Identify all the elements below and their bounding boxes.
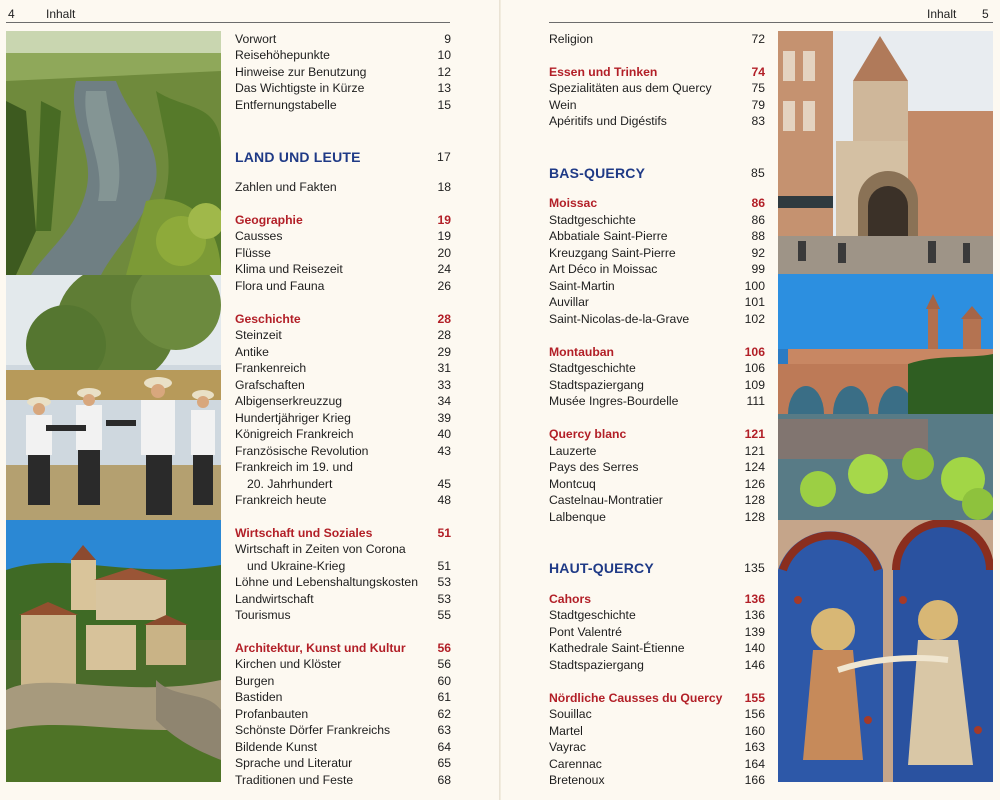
toc-entry-title: Cahors xyxy=(549,592,591,606)
toc-page-number: 102 xyxy=(744,312,765,326)
toc-entry-montcuq xyxy=(549,476,765,492)
toc-entry-profanbauten xyxy=(235,706,451,722)
toc-entry-frankreich-heute xyxy=(235,492,451,508)
toc-page-number: 40 xyxy=(437,427,451,441)
toc-entry-castelnau-montratier xyxy=(549,492,765,508)
toc-entry-title: Wirtschaft in Zeiten von Corona xyxy=(235,542,406,556)
toc-entry-title: Profanbauten xyxy=(235,707,309,721)
toc-entry-title: Frankreich heute xyxy=(235,493,327,507)
toc-page-number: 166 xyxy=(744,773,765,787)
toc-page-number: 155 xyxy=(744,691,765,705)
toc-entry-causses xyxy=(235,228,451,244)
toc-page-number: 53 xyxy=(437,592,451,606)
toc-entry-lalbenque xyxy=(549,509,765,525)
toc-page-number: 24 xyxy=(437,262,451,276)
toc-page-number: 34 xyxy=(437,394,451,408)
toc-entry-stadtgeschichte xyxy=(549,607,765,623)
toc-page-number: 124 xyxy=(744,460,765,474)
toc-entry-hundertjahriger-krieg xyxy=(235,410,451,426)
toc-entry-title: Nördliche Causses du Quercy xyxy=(549,691,723,705)
toc-entry-title: Schönste Dörfer Frankreichs xyxy=(235,723,391,737)
toc-entry-title: Vayrac xyxy=(549,740,587,754)
toc-page-number: 75 xyxy=(751,81,765,95)
toc-entry-title: Burgen xyxy=(235,674,275,688)
toc-entry-title: Pont Valentré xyxy=(549,625,622,639)
toc-page-number: 26 xyxy=(437,279,451,293)
toc-page-number: 31 xyxy=(437,361,451,375)
toc-entry-title: Bastiden xyxy=(235,690,283,704)
toc-entry-title: Antike xyxy=(235,345,269,359)
toc-page-number: 139 xyxy=(744,625,765,639)
right-toc-column xyxy=(549,0,765,800)
toc-entry-title: Klima und Reisezeit xyxy=(235,262,343,276)
page-gutter xyxy=(499,0,501,800)
toc-entry-title: Französische Revolution xyxy=(235,444,369,458)
toc-entry-title: Bretenoux xyxy=(549,773,605,787)
toc-entry-pont-valentre xyxy=(549,624,765,640)
toc-entry-title: Kirchen und Klöster xyxy=(235,657,342,671)
toc-page-number: 72 xyxy=(751,32,765,46)
toc-page-number: 51 xyxy=(437,526,451,540)
toc-page-number: 156 xyxy=(744,707,765,721)
toc-entry-title: Geschichte xyxy=(235,312,301,326)
toc-entry-kreuzgang-saint-pierre xyxy=(549,245,765,261)
toc-page-number: 106 xyxy=(744,361,765,375)
toc-page-number: 101 xyxy=(744,295,765,309)
toc-page-number: 56 xyxy=(437,657,451,671)
toc-entry-frankenreich xyxy=(235,360,451,376)
toc-entry-title: Flüsse xyxy=(235,246,271,260)
toc-entry-stadtgeschichte xyxy=(549,212,765,228)
toc-entry-title: Reisehöhepunkte xyxy=(235,48,330,62)
toc-page-number: 128 xyxy=(744,510,765,524)
toc-chapter-land-und-leute xyxy=(235,149,451,165)
toc-entry-religion xyxy=(549,31,765,47)
toc-entry-title: Landwirtschaft xyxy=(235,592,314,606)
toc-entry-title: Frankenreich xyxy=(235,361,307,375)
toc-page-number: 85 xyxy=(751,166,765,180)
toc-page-number: 136 xyxy=(744,608,765,622)
toc-entry-title: Abbatiale Saint-Pierre xyxy=(549,229,668,243)
toc-entry-title: Königreich Frankreich xyxy=(235,427,354,441)
toc-entry-title: Frankreich im 19. und xyxy=(235,460,353,474)
toc-entry-title: Stadtspaziergang xyxy=(549,658,644,672)
toc-entry-title: Carennac xyxy=(549,757,602,771)
toc-page-number: 12 xyxy=(437,65,451,79)
hilltop-village-photo xyxy=(6,520,221,782)
toc-entry-title: Löhne und Lebenshaltungskosten xyxy=(235,575,418,589)
toc-entry-flusse xyxy=(235,245,451,261)
toc-section-essen-und-trinken xyxy=(549,64,765,80)
toc-entry-entfernungstabelle xyxy=(235,97,451,113)
left-toc-column xyxy=(235,0,451,800)
toc-entry-title: Albigenserkreuzzug xyxy=(235,394,343,408)
toc-entry-title: Moissac xyxy=(549,196,598,210)
toc-entry-flora-und-fauna xyxy=(235,278,451,294)
toc-page-number: 79 xyxy=(751,98,765,112)
toc-entry-title: Das Wichtigste in Kürze xyxy=(235,81,365,95)
toc-entry-title: Musée Ingres-Bourdelle xyxy=(549,394,679,408)
toc-entry-reisehohepunkte xyxy=(235,47,451,63)
toc-section-cahors xyxy=(549,591,765,607)
toc-page-number: 128 xyxy=(744,493,765,507)
toc-entry-title: Flora und Fauna xyxy=(235,279,325,293)
toc-entry-saint-martin xyxy=(549,278,765,294)
toc-entry-title: Causses xyxy=(235,229,283,243)
toc-page-number: 146 xyxy=(744,658,765,672)
toc-page-number: 45 xyxy=(437,477,451,491)
toc-section-nordliche-causses-du-quercy xyxy=(549,690,765,706)
toc-page-number: 160 xyxy=(744,724,765,738)
toc-chapter-bas-quercy xyxy=(549,165,765,181)
toc-page-number: 53 xyxy=(437,575,451,589)
toc-page-number: 18 xyxy=(437,180,451,194)
toc-entry-bretenoux xyxy=(549,772,765,788)
toc-page-number: 9 xyxy=(444,32,451,46)
toc-entry-kathedrale-saint-etienne xyxy=(549,640,765,656)
toc-entry-20-jahrhundert xyxy=(235,476,451,492)
abbey-church-photo xyxy=(778,31,993,274)
toc-entry-saint-nicolas-de-la-grave xyxy=(549,311,765,327)
toc-entry-title: Saint-Martin xyxy=(549,279,615,293)
toc-page-number: 126 xyxy=(744,477,765,491)
toc-entry-vayrac xyxy=(549,739,765,755)
left-page-number: 4 xyxy=(8,7,15,21)
toc-page-number: 121 xyxy=(744,444,765,458)
toc-page-number: 140 xyxy=(744,641,765,655)
toc-page-number: 13 xyxy=(437,81,451,95)
toc-page-number: 48 xyxy=(437,493,451,507)
toc-entry-frankreich-im-19-und xyxy=(235,459,451,475)
band-musicians-photo xyxy=(6,275,221,520)
toc-page-number: 28 xyxy=(437,312,451,326)
toc-page-number: 74 xyxy=(751,65,765,79)
toc-entry-title: und Ukraine-Krieg xyxy=(247,559,346,573)
toc-entry-title: Vorwort xyxy=(235,32,277,46)
toc-page-number: 33 xyxy=(437,378,451,392)
toc-section-moissac xyxy=(549,195,765,211)
toc-entry-tourismus xyxy=(235,607,451,623)
toc-entry-title: Architektur, Kunst und Kultur xyxy=(235,641,406,655)
toc-entry-wein xyxy=(549,97,765,113)
toc-entry-lohne-und-lebenshaltungskosten xyxy=(235,574,451,590)
toc-entry-aperitifs-und-digestifs xyxy=(549,113,765,129)
toc-entry-albigenserkreuzzug xyxy=(235,393,451,409)
toc-entry-title: Zahlen und Fakten xyxy=(235,180,337,194)
toc-entry-title: Wein xyxy=(549,98,577,112)
toc-page-number: 99 xyxy=(751,262,765,276)
toc-entry-title: Lalbenque xyxy=(549,510,606,524)
toc-page-number: 64 xyxy=(437,740,451,754)
toc-entry-spezialitaten-aus-dem-quercy xyxy=(549,80,765,96)
toc-entry-title: Hinweise zur Benutzung xyxy=(235,65,367,79)
toc-entry-title: Tourismus xyxy=(235,608,291,622)
toc-entry-antike xyxy=(235,344,451,360)
toc-page-number: 86 xyxy=(751,196,765,210)
toc-entry-steinzeit xyxy=(235,327,451,343)
toc-page-number: 86 xyxy=(751,213,765,227)
toc-page-number: 62 xyxy=(437,707,451,721)
toc-entry-musee-ingres-bourdelle xyxy=(549,393,765,409)
toc-page-number: 68 xyxy=(437,773,451,787)
toc-page-number: 56 xyxy=(437,641,451,655)
toc-section-wirtschaft-und-soziales xyxy=(235,525,451,541)
toc-entry-title: HAUT-QUERCY xyxy=(549,560,654,576)
toc-entry-title: Kathedrale Saint-Étienne xyxy=(549,641,685,655)
toc-page-number: 121 xyxy=(744,427,765,441)
toc-page-number: 135 xyxy=(744,561,765,575)
toc-entry-landwirtschaft xyxy=(235,591,451,607)
toc-page-number: 19 xyxy=(437,213,451,227)
toc-entry-pays-des-serres xyxy=(549,459,765,475)
toc-entry-title: Pays des Serres xyxy=(549,460,639,474)
toc-entry-vorwort xyxy=(235,31,451,47)
right-page-title: Inhalt xyxy=(927,7,957,21)
toc-page-number: 61 xyxy=(437,690,451,704)
toc-entry-title: Montauban xyxy=(549,345,614,359)
toc-page-number: 136 xyxy=(744,592,765,606)
toc-page-number: 63 xyxy=(437,723,451,737)
toc-page-number: 19 xyxy=(437,229,451,243)
toc-page-number: 15 xyxy=(437,98,451,112)
toc-entry-title: Steinzeit xyxy=(235,328,282,342)
toc-section-quercy-blanc xyxy=(549,426,765,442)
toc-entry-title: Entfernungstabelle xyxy=(235,98,337,112)
toc-entry-das-wichtigste-in-kurze xyxy=(235,80,451,96)
toc-page-number: 28 xyxy=(437,328,451,342)
river-valley-photo xyxy=(6,31,221,275)
brick-bridge-photo xyxy=(778,274,993,520)
left-page-title: Inhalt xyxy=(46,7,76,21)
toc-entry-traditionen-und-feste xyxy=(235,772,451,788)
toc-chapter-haut-quercy xyxy=(549,560,765,576)
toc-page-number: 163 xyxy=(744,740,765,754)
toc-entry-carennac xyxy=(549,756,765,772)
toc-entry-title: Apéritifs und Digéstifs xyxy=(549,114,667,128)
toc-entry-title: Geographie xyxy=(235,213,303,227)
toc-page-number: 88 xyxy=(751,229,765,243)
toc-page-number: 83 xyxy=(751,114,765,128)
toc-entry-bastiden xyxy=(235,689,451,705)
toc-entry-title: Sprache und Literatur xyxy=(235,756,353,770)
toc-entry-grafschaften xyxy=(235,377,451,393)
toc-section-geschichte xyxy=(235,311,451,327)
toc-entry-title: Kreuzgang Saint-Pierre xyxy=(549,246,676,260)
toc-entry-title: Stadtspaziergang xyxy=(549,378,644,392)
toc-entry-title: Bildende Kunst xyxy=(235,740,317,754)
toc-entry-hinweise-zur-benutzung xyxy=(235,64,451,80)
toc-entry-stadtspaziergang xyxy=(549,377,765,393)
toc-entry-title: 20. Jahrhundert xyxy=(247,477,333,491)
toc-entry-bildende-kunst xyxy=(235,739,451,755)
toc-entry-title: Montcuq xyxy=(549,477,596,491)
toc-entry-schonste-dorfer-frankreichs xyxy=(235,722,451,738)
toc-entry-title: Stadtgeschichte xyxy=(549,213,636,227)
toc-entry-lauzerte xyxy=(549,443,765,459)
toc-entry-title: BAS-QUERCY xyxy=(549,165,646,181)
toc-page-number: 60 xyxy=(437,674,451,688)
toc-entry-title: Religion xyxy=(549,32,594,46)
toc-section-montauban xyxy=(549,344,765,360)
toc-entry-title: Grafschaften xyxy=(235,378,305,392)
toc-entry-klima-und-reisezeit xyxy=(235,261,451,277)
toc-section-geographie xyxy=(235,212,451,228)
toc-entry-title: Stadtgeschichte xyxy=(549,608,636,622)
toc-page-number: 29 xyxy=(437,345,451,359)
toc-entry-burgen xyxy=(235,673,451,689)
toc-entry-title: Saint-Nicolas-de-la-Grave xyxy=(549,312,690,326)
toc-entry-title: Martel xyxy=(549,724,583,738)
toc-entry-und-ukraine-krieg xyxy=(235,558,451,574)
toc-entry-souillac xyxy=(549,706,765,722)
toc-entry-title: LAND UND LEUTE xyxy=(235,149,361,165)
toc-entry-title: Traditionen und Feste xyxy=(235,773,354,787)
toc-entry-wirtschaft-in-zeiten-von-corona xyxy=(235,541,451,557)
toc-entry-title: Quercy blanc xyxy=(549,427,627,441)
toc-entry-martel xyxy=(549,723,765,739)
toc-entry-sprache-und-literatur xyxy=(235,755,451,771)
toc-section-architektur-kunst-und-kultur xyxy=(235,640,451,656)
toc-entry-abbatiale-saint-pierre xyxy=(549,228,765,244)
toc-page-number: 164 xyxy=(744,757,765,771)
toc-entry-kirchen-und-kloster xyxy=(235,656,451,672)
toc-entry-stadtgeschichte xyxy=(549,360,765,376)
toc-page-number: 55 xyxy=(437,608,451,622)
toc-entry-title: Essen und Trinken xyxy=(549,65,658,79)
toc-page-number: 100 xyxy=(744,279,765,293)
toc-entry-art-deco-in-moissac xyxy=(549,261,765,277)
toc-entry-title: Auvillar xyxy=(549,295,589,309)
toc-page-number: 17 xyxy=(437,150,451,164)
right-page-number: 5 xyxy=(982,7,989,21)
toc-page-number: 65 xyxy=(437,756,451,770)
toc-page-number: 10 xyxy=(437,48,451,62)
toc-entry-title: Castelnau-Montratier xyxy=(549,493,663,507)
toc-page-number: 20 xyxy=(437,246,451,260)
toc-page-number: 39 xyxy=(437,411,451,425)
toc-entry-stadtspaziergang xyxy=(549,657,765,673)
toc-entry-title: Wirtschaft und Soziales xyxy=(235,526,373,540)
medieval-fresco-photo xyxy=(778,520,993,782)
toc-entry-title: Art Déco in Moissac xyxy=(549,262,658,276)
toc-entry-title: Souillac xyxy=(549,707,592,721)
toc-entry-title: Spezialitäten aus dem Quercy xyxy=(549,81,712,95)
toc-page-number: 43 xyxy=(437,444,451,458)
toc-page-number: 106 xyxy=(744,345,765,359)
toc-page-number: 111 xyxy=(746,394,765,408)
toc-entry-title: Stadtgeschichte xyxy=(549,361,636,375)
toc-page-number: 51 xyxy=(437,559,451,573)
toc-entry-konigreich-frankreich xyxy=(235,426,451,442)
toc-entry-title: Hundertjähriger Krieg xyxy=(235,411,351,425)
toc-entry-franzosische-revolution xyxy=(235,443,451,459)
toc-entry-zahlen-und-fakten xyxy=(235,179,451,195)
toc-page-number: 92 xyxy=(751,246,765,260)
toc-page-number: 109 xyxy=(744,378,765,392)
toc-entry-title: Lauzerte xyxy=(549,444,597,458)
toc-entry-auvillar xyxy=(549,294,765,310)
